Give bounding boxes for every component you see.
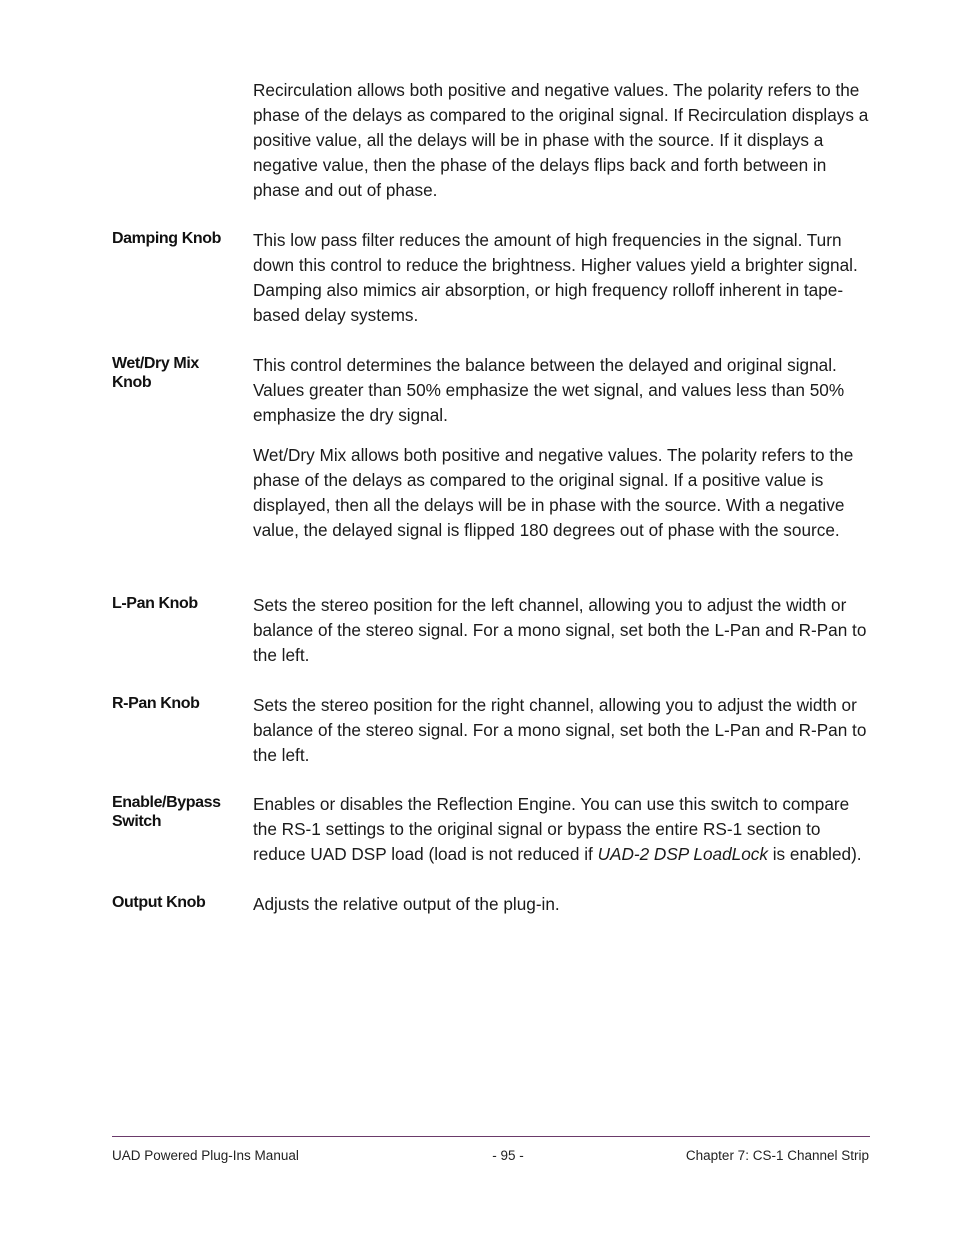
entry-wet-dry-mix-knob [112,353,870,543]
term-r-pan-knob: R-Pan Knob [112,695,200,712]
paragraph-text: is enabled). [767,844,862,864]
paragraph: Wet/Dry Mix allows both positive and negative values. The polarity refers to the phase of the delays as compared to the original signal. If a positive value is displayed, then all the delays will be in phase with the source. With a negative value, the delayed signal is flipped 180 degrees out of phase with the source. [253,445,854,540]
description-r-pan-knob [253,693,870,768]
entry-l-pan-knob [112,593,870,668]
term-damping-knob: Damping Knob [112,230,221,247]
intro-description [253,78,870,203]
entry-damping-knob [112,228,870,328]
entry-enable-bypass-switch [112,792,870,867]
italic-term: UAD-2 DSP LoadLock [597,844,768,864]
description-wet-dry-mix-knob [253,353,870,543]
entry-output-knob [112,892,870,917]
description-enable-bypass-switch [253,792,870,867]
entry-r-pan-knob [112,693,870,768]
footer-manual-title: UAD Powered Plug-Ins Manual [112,1148,299,1163]
description-l-pan-knob [253,593,870,668]
paragraph [253,792,870,867]
term-enable-bypass-switch: Enable/Bypass Switch [112,794,221,830]
paragraph: Sets the stereo position for the left channel, allowing you to adjust the width or balance of the stereo signal. For a mono signal, set both the L-Pan and R-Pan to the left. [253,595,867,665]
paragraph: Adjusts the relative output of the plug-in. [253,894,560,914]
paragraph: This low pass filter reduces the amount of high frequencies in the signal. Turn down this control to reduce the brightness. Higher values yield a brighter signal. Damping also mimics air absorption, or high frequency rolloff inherent in tape-based delay systems. [253,230,858,325]
paragraph-text: Enables or disables the Reflection Engine. You can use this switch to compare the RS-1 settings to the original signal or bypass the entire RS-1 section to reduce UAD DSP load (load is not reduced if [253,794,850,864]
term-l-pan-knob: L-Pan Knob [112,595,198,612]
intro-paragraph: Recirculation allows both positive and negative values. The polarity refers to the phase of the delays as compared to the original signal. If Recirculation displays a positive value, all the delays will be in phase with the source. If it displays a negative value, then the phase of the delays flips back and forth between in phase and out of phase. [253,80,869,200]
term-wet-dry-mix-knob: Wet/Dry Mix Knob [112,355,199,391]
footer-page-number: - 95 - [492,1148,524,1163]
paragraph: Sets the stereo position for the right channel, allowing you to adjust the width or balance of the stereo signal. For a mono signal, set both the L-Pan and R-Pan to the left. [253,695,867,765]
intro-block [112,78,870,203]
term-output-knob: Output Knob [112,894,206,911]
description-output-knob [253,892,870,917]
footer-chapter-title: Chapter 7: CS-1 Channel Strip [685,1148,869,1163]
paragraph: This control determines the balance between the delayed and original signal. Values greater than 50% emphasize the wet signal, and values less than 50% emphasize the dry signal. [253,355,845,425]
description-damping-knob [253,228,870,328]
footer-divider [112,1136,870,1137]
